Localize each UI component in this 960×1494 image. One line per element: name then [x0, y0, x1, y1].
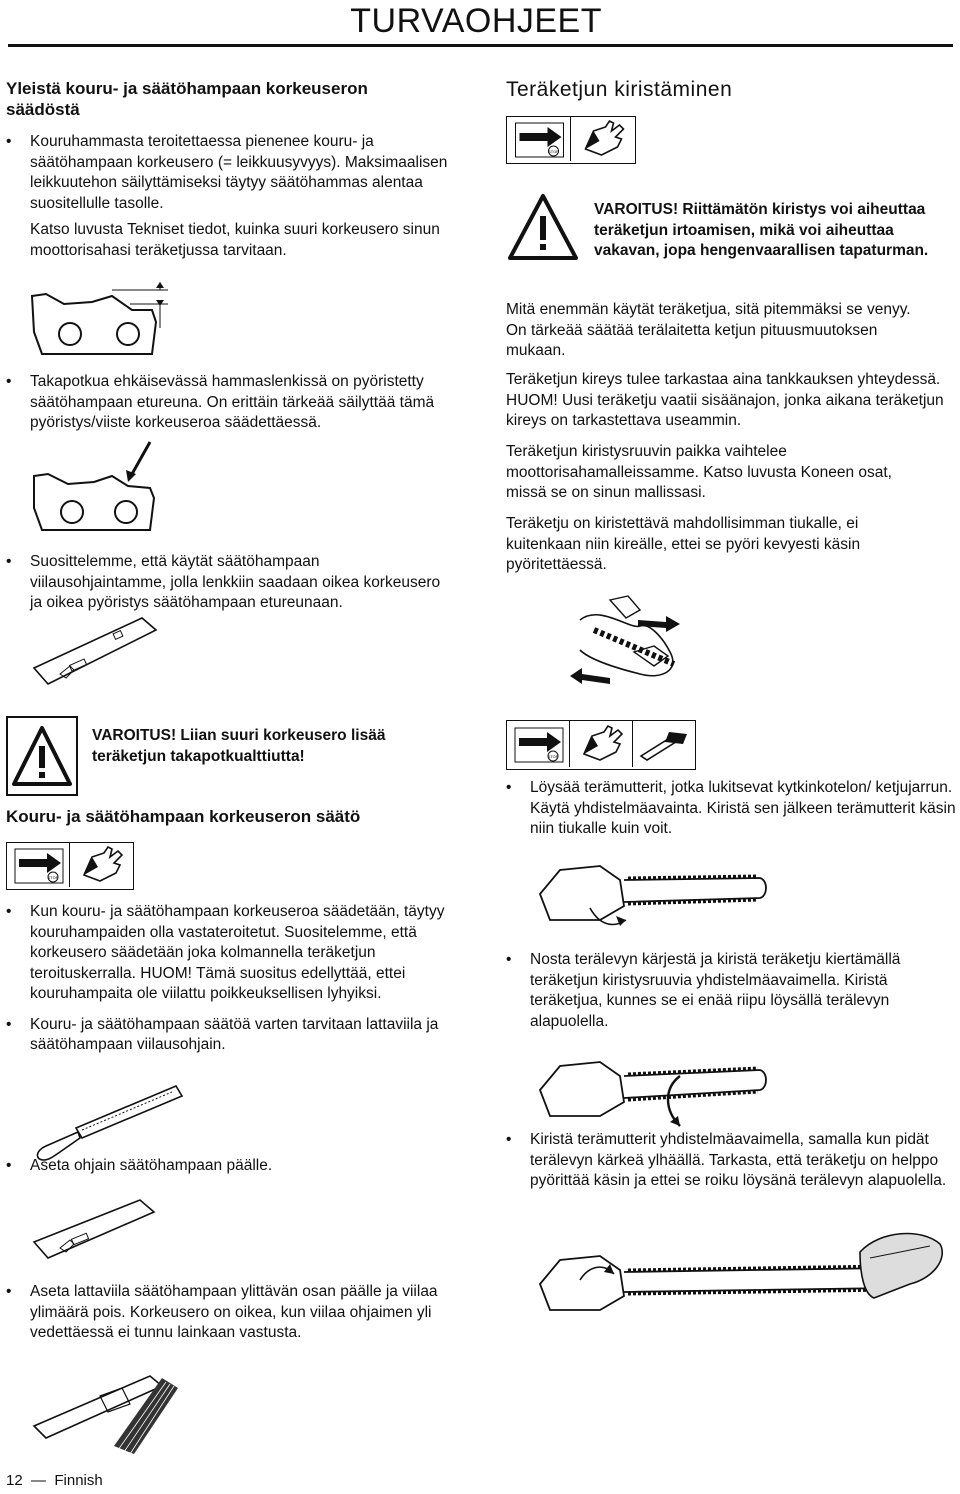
list-item: • Kiristä terämutterit yhdistelmäavaimella, samalla kun pidät terälevyn kärkeä ylhäällä. Tarkasta, että teräketju on helppo pyörittää käsin ja ettei se roiku löysänä terälevyn alapuolella.: [506, 1130, 956, 1192]
paragraph-chain-stretch: Mitä enemmän käytät teräketjua, sitä pitemmäksi se venyy. On tärkeää säätää terälaitetta ketjun pituusmuutoksen mukaan.: [506, 301, 911, 359]
section-title-height-difference: Yleistä kouru- ja säätöhampaan korkeuseron säädöstä: [6, 79, 368, 119]
bullet-list-1: [6, 132, 456, 214]
glove-icon: [70, 843, 132, 887]
section-title-chain-tension: Teräketjun kiristäminen: [506, 78, 733, 101]
warning-triangle-icon: [506, 190, 580, 266]
file-gauge-illustration-2: [30, 1196, 160, 1268]
hand-rotating-chain-illustration: [570, 590, 710, 700]
glove-icon: [570, 721, 633, 767]
svg-text:STOP: STOP: [547, 754, 559, 759]
warning-triangle-icon: [8, 718, 76, 794]
bullet-list-3: [6, 552, 456, 614]
warning-box-left: [6, 716, 78, 796]
list-item: • Aseta ohjain säätöhampaan päälle.: [6, 1156, 456, 1177]
footer-dash: —: [26, 1472, 51, 1489]
svg-text:STOP: STOP: [548, 149, 559, 154]
page-footer: [6, 1472, 103, 1489]
paragraph-technical-data-ref: Katso luvusta Tekniset tiedot, kuinka suuri korkeusero sinun moottorisahasi teräketjussa tarvitaan.: [30, 221, 440, 259]
safety-icon-bar-right-bottom: [506, 720, 696, 770]
page-header-title: TURVAOHJEET: [350, 2, 602, 40]
list-item: • Takapotkua ehkäisevässä hammaslenkissä on pyöristetty säätöhampaan etureuna. On erittäin tärkeää säilyttää tämä pyöristys/viiste korkeuseroa säädettäessä.: [6, 372, 456, 434]
section-title-adjustment: Kouru- ja säätöhampaan korkeuseron säätö: [6, 807, 361, 826]
bullet-list-4: [6, 902, 456, 1056]
safety-icon-bar-left: [6, 842, 134, 890]
paragraph-check-tension: Teräketjun kireys tulee tarkastaa aina tankkauksen yhteydessä. HUOM! Uusi teräketju vaatii sisäänajon, jonka aikana teräketjun kireys on tarkastettava useammin.: [506, 371, 944, 429]
footer-language: Finnish: [54, 1472, 103, 1489]
chainsaw-loosen-nuts-illustration: [530, 850, 770, 936]
brush-icon: [633, 721, 695, 767]
flat-file-illustration: [26, 1080, 186, 1164]
warning-box-right: [506, 190, 580, 266]
bullet-list-5: [6, 1156, 456, 1177]
engine-off-icon: [507, 721, 570, 767]
safety-icon-bar-right-top: [506, 116, 636, 164]
bullet-list-right-3: [506, 1130, 956, 1192]
bullet-list-2: [6, 372, 456, 434]
warning-text-left: VAROITUS! Liian suuri korkeusero lisää teräketjun takapotkualttiutta!: [92, 727, 386, 765]
depth-gauge-link-illustration: [22, 282, 182, 360]
list-item: • Kun kouru- ja säätöhampaan korkeuseroa säädetään, täytyy kouruhampaiden olla vastateroitetut. Suositelemme, että korkeusero säädetään joka kolmannella teräketjun teroituskerralla. HUOM! Tämä suositus edellyttää, ettei kouruhampaita ole viilattu poikkeuksellisen lyhyiksi.: [6, 902, 456, 1005]
list-item: • Löysää terämutterit, jotka lukitsevat kytkinkotelon/ ketjujarrun. Käytä yhdistelmäavainta. Kiristä sen jälkeen terämutterit käsin niin tiukalle kuin voit.: [506, 778, 956, 840]
engine-off-icon: [507, 117, 571, 161]
list-item: • Kouruhammasta teroitettaessa pienenee kouru- ja säätöhampaan korkeusero (= leikkuusyvyys). Maksimaalisen leikkuutehon säilyttämiseksi täytyy säätöhammas alentaa suositellulle tasolle.: [6, 132, 456, 214]
bullet-list-right-1: [506, 778, 956, 840]
paragraph-screw-location: Teräketjun kiristysruuvin paikka vaihtelee moottorisahamalleissamme. Katso luvusta Koneen osat, missä se on sinun mallissasi.: [506, 443, 892, 501]
page-number: 12: [6, 1472, 23, 1489]
engine-off-icon: [7, 843, 70, 887]
glove-icon: [571, 117, 634, 161]
list-item: • Kouru- ja säätöhampaan säätöä varten tarvitaan lattaviila ja säätöhampaan viilausohjain.: [6, 1015, 456, 1056]
bullet-list-right-2: [506, 950, 956, 1032]
chainsaw-hold-tip-illustration: [530, 1224, 950, 1348]
svg-text:STOP: STOP: [47, 875, 59, 880]
rounded-depth-gauge-illustration: [24, 436, 174, 536]
file-gauge-illustration: [30, 612, 160, 694]
list-item: • Aseta lattaviila säätöhampaan ylittävän osan päälle ja viilaa ylimäärä pois. Korkeusero on oikea, kun viilaa ohjaimen yli vedettäessä ei tunnu lainkaan vastusta.: [6, 1282, 456, 1344]
chainsaw-tension-screw-illustration: [530, 1046, 770, 1132]
paragraph-tighten: Teräketju on kiristettävä mahdollisimman tiukalle, ei kuitenkaan niin kireälle, ettei se pyöri kevyesti käsin pyöritettäessä.: [506, 515, 861, 573]
warning-text-right: VAROITUS! Riittämätön kiristys voi aiheuttaa teräketjun irtoamisen, mikä voi aiheuttaa vakavan, jopa hengenvaarallisen tapaturman.: [594, 201, 929, 259]
header-divider: [8, 44, 953, 47]
list-item: • Nosta terälevyn kärjestä ja kiristä teräketju kiertämällä teräketjun kiristysruuvia yhdistelmäavaimella. Kiristä teräketjua, kunnes se ei enää riipu löysällä terälevyn alapuolella.: [506, 950, 956, 1032]
bullet-list-6: [6, 1282, 456, 1344]
list-item: • Suosittelemme, että käytät säätöhampaan viilausohjaintamme, jolla lenkkiin saadaan oikea korkeusero ja oikea pyöristys säätöhampaan etureunaan.: [6, 552, 456, 614]
filing-illustration: [30, 1356, 190, 1456]
